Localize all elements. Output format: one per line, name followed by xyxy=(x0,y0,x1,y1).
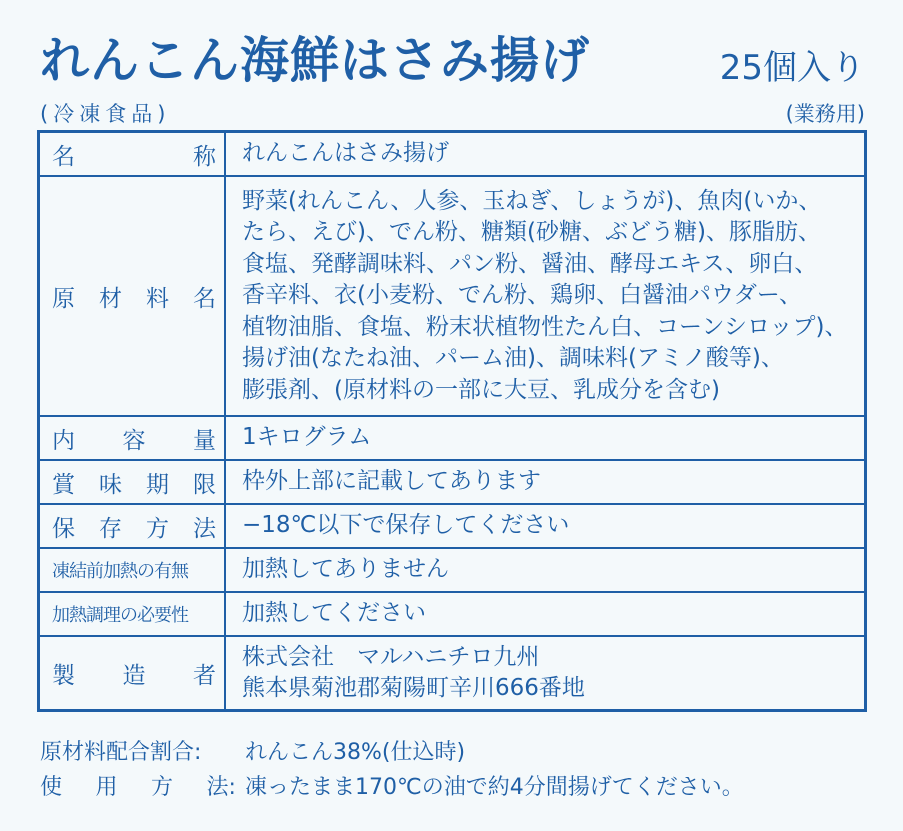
manufacturer-name: 株式会社 マルハニチロ九州 xyxy=(242,643,540,670)
row-label-storage: 保 存 方 法 xyxy=(39,504,226,548)
product-info-table xyxy=(37,130,867,712)
usage-label: 使 用 方 法: xyxy=(40,775,236,800)
row-value-contents: 1キログラム xyxy=(225,416,866,460)
ingredient-line: たら、えび)、でん粉、糖類(砂糖、ぶどう糖)、豚脂肪、 xyxy=(242,219,821,246)
ingredient-ratio-value: れんこん38%(仕込時) xyxy=(245,740,466,765)
row-value-storage: −18℃以下で保存してください xyxy=(225,504,866,548)
row-label-ingredients: 原 材 料 名 xyxy=(39,176,226,416)
table-row-name xyxy=(39,132,866,177)
ingredient-line: 野菜(れんこん、人参、玉ねぎ、しょうが)、魚肉(いか、 xyxy=(242,187,822,214)
product-title: れんこん海鮮はさみ揚げ xyxy=(40,32,591,89)
row-value-manufacturer xyxy=(225,636,866,711)
piece-count: 25個入り xyxy=(719,48,865,88)
ingredient-line: 香辛料、衣(小麦粉、でん粉、鶏卵、白醤油パウダー、 xyxy=(242,282,802,309)
row-value-preheated: 加熱してありません xyxy=(225,548,866,592)
ingredient-ratio-line xyxy=(40,735,465,766)
usage-value: 凍ったまま170℃の油で約4分間揚げてください。 xyxy=(245,775,744,800)
row-value-ingredients xyxy=(225,176,866,416)
row-label-preheated: 凍結前加熱の有無 xyxy=(39,548,226,592)
ingredient-line: 植物油脂、食塩、粉末状植物性たん白、コーンシロップ)、 xyxy=(242,313,848,340)
row-label-best-before: 賞 味 期 限 xyxy=(39,460,226,504)
row-value-cooking-required: 加熱してください xyxy=(225,592,866,636)
commercial-use-note: (業務用) xyxy=(785,102,865,126)
ingredient-line: 揚げ油(なたね油、パーム油)、調味料(アミノ酸等)、 xyxy=(242,345,784,372)
row-label-contents: 内 容 量 xyxy=(39,416,226,460)
frozen-food-note: (冷凍食品) xyxy=(40,102,171,126)
usage-line xyxy=(40,770,744,801)
table-row-cooking-required xyxy=(39,592,866,636)
row-value-name: れんこんはさみ揚げ xyxy=(225,132,866,177)
row-label-manufacturer: 製 造 者 xyxy=(39,636,226,711)
ingredient-line: 食塩、発酵調味料、パン粉、醤油、酵母エキス、卵白、 xyxy=(242,250,818,277)
ingredient-line: 膨張剤、(原材料の一部に大豆、乳成分を含む) xyxy=(242,376,720,403)
table-row-preheated xyxy=(39,548,866,592)
table-row-manufacturer xyxy=(39,636,866,711)
ingredient-ratio-label: 原材料配合割合: xyxy=(40,740,202,765)
table-row-contents xyxy=(39,416,866,460)
row-value-best-before: 枠外上部に記載してあります xyxy=(225,460,866,504)
table-row-storage xyxy=(39,504,866,548)
row-label-cooking-required: 加熱調理の必要性 xyxy=(39,592,226,636)
table-row-best-before xyxy=(39,460,866,504)
manufacturer-address: 熊本県菊池郡菊陽町辛川666番地 xyxy=(242,675,585,701)
row-label-name: 名 称 xyxy=(39,132,226,177)
table-row-ingredients xyxy=(39,176,866,416)
